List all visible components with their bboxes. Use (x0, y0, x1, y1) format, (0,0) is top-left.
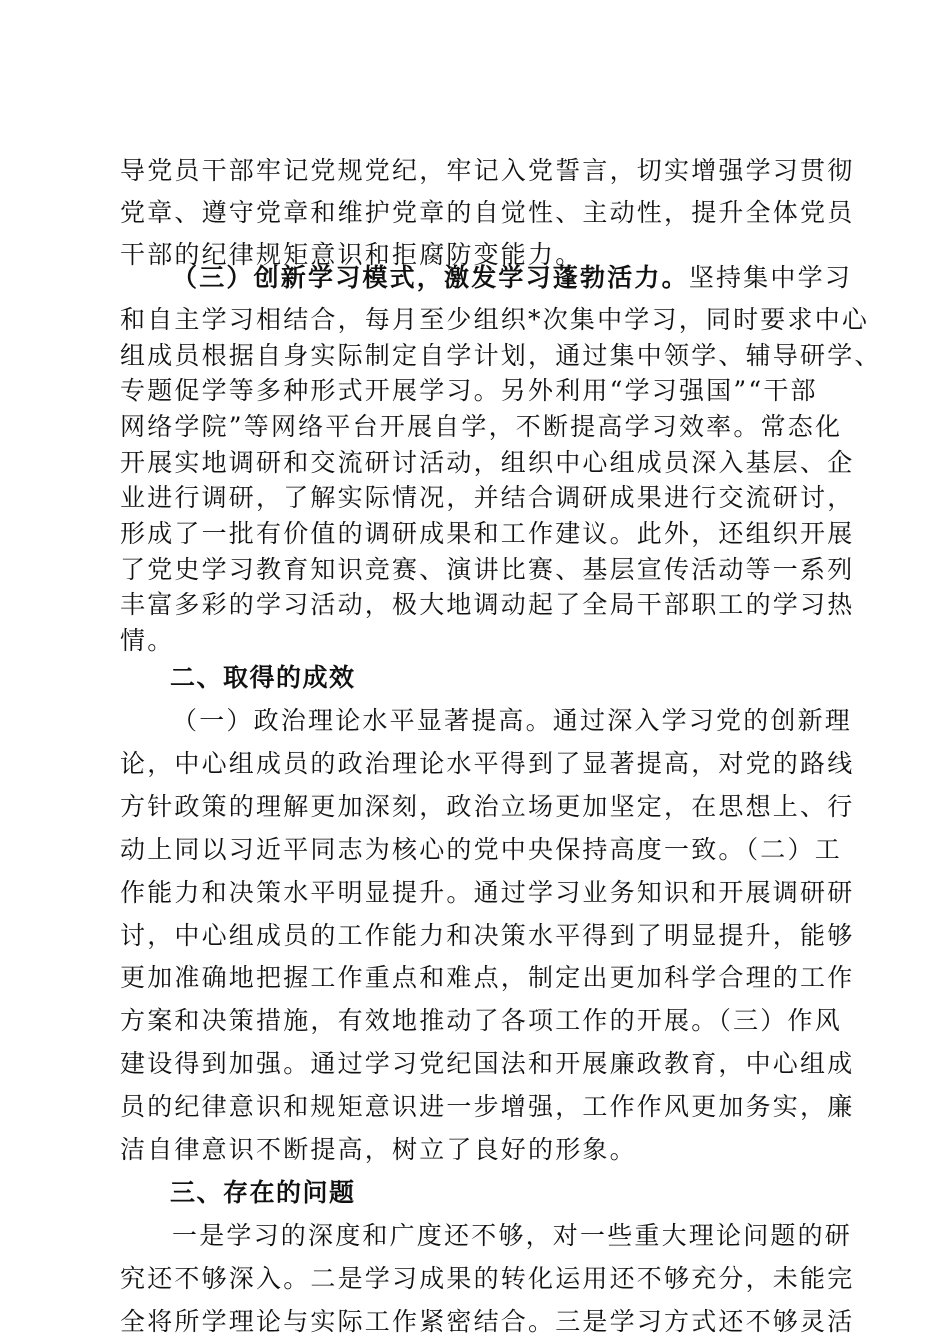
paragraph-line: 了党史学习教育知识竞赛、演讲比赛、基层宣传活动等一系列 (120, 555, 855, 584)
paragraph-line: 员的纪律意识和规矩意识进一步增强，工作作风更加务实，廉 (120, 1092, 855, 1121)
paragraph-line: 情。 (120, 626, 175, 655)
subheading-inline: （三）创新学习模式，激发学习蓬勃活力。 (172, 263, 689, 292)
paragraph-line: 作能力和决策水平明显提升。通过学习业务知识和开展调研研 (120, 878, 855, 907)
paragraph-line: 究还不够深入。二是学习成果的转化运用还不够充分，未能完 (120, 1264, 855, 1293)
paragraph-line: 党章、遵守党章和维护党章的自觉性、主动性，提升全体党员 (120, 198, 855, 227)
paragraph-line: 动上同以习近平同志为核心的党中央保持高度一致。（二）工 (120, 835, 842, 864)
paragraph-line: 专题促学等多种形式开展学习。另外利用“学习强国”“干部 (120, 376, 818, 405)
paragraph-line: 网络学院”等网络平台开展自学，不断提高学习效率。常态化 (120, 412, 843, 441)
paragraph-line: 全将所学理论与实际工作紧密结合。三是学习方式还不够灵活 (120, 1307, 855, 1336)
paragraph-line: 更加准确地把握工作重点和难点，制定出更加科学合理的工作 (120, 963, 855, 992)
paragraph-line: 和自主学习相结合，每月至少组织*次集中学习，同时要求中心 (120, 305, 870, 334)
paragraph-line: 业进行调研，了解实际情况，并结合调研成果进行交流研讨， (120, 483, 855, 512)
paragraph-line: 一是学习的深度和广度还不够，对一些重大理论问题的研 (172, 1221, 853, 1250)
paragraph-line: 洁自律意识不断提高，树立了良好的形象。 (120, 1135, 637, 1164)
paragraph-line: （一）政治理论水平显著提高。通过深入学习党的创新理 (172, 706, 853, 735)
paragraph-line: 组成员根据自身实际制定自学计划，通过集中领学、辅导研学、 (120, 341, 882, 370)
paragraph-line: 建设得到加强。通过学习党纪国法和开展廉政教育，中心组成 (120, 1049, 855, 1078)
paragraph-line: 干部的纪律规矩意识和拒腐防变能力。 (120, 240, 583, 269)
paragraph-line: 方案和决策措施，有效地推动了各项工作的开展。（三）作风 (120, 1006, 842, 1035)
paragraph-line: 讨，中心组成员的工作能力和决策水平得到了明显提升，能够 (120, 921, 855, 950)
paragraph-line: 丰富多彩的学习活动，极大地调动起了全局干部职工的学习热 (120, 590, 855, 619)
paragraph-line: 方针政策的理解更加深刻，政治立场更加坚定，在思想上、行 (120, 792, 855, 821)
paragraph-line (172, 257, 853, 299)
paragraph-line: 形成了一批有价值的调研成果和工作建议。此外，还组织开展 (120, 519, 855, 548)
section-heading: 二、取得的成效 (170, 663, 356, 692)
paragraph-line: 开展实地调研和交流研讨活动，组织中心组成员深入基层、企 (120, 448, 855, 477)
paragraph-text: 坚持集中学习 (688, 263, 853, 292)
paragraph-line: 论，中心组成员的政治理论水平得到了显著提高，对党的路线 (120, 749, 855, 778)
section-heading: 三、存在的问题 (170, 1178, 356, 1207)
paragraph-line: 导党员干部牢记党规党纪，牢记入党誓言，切实增强学习贯彻 (120, 156, 855, 185)
